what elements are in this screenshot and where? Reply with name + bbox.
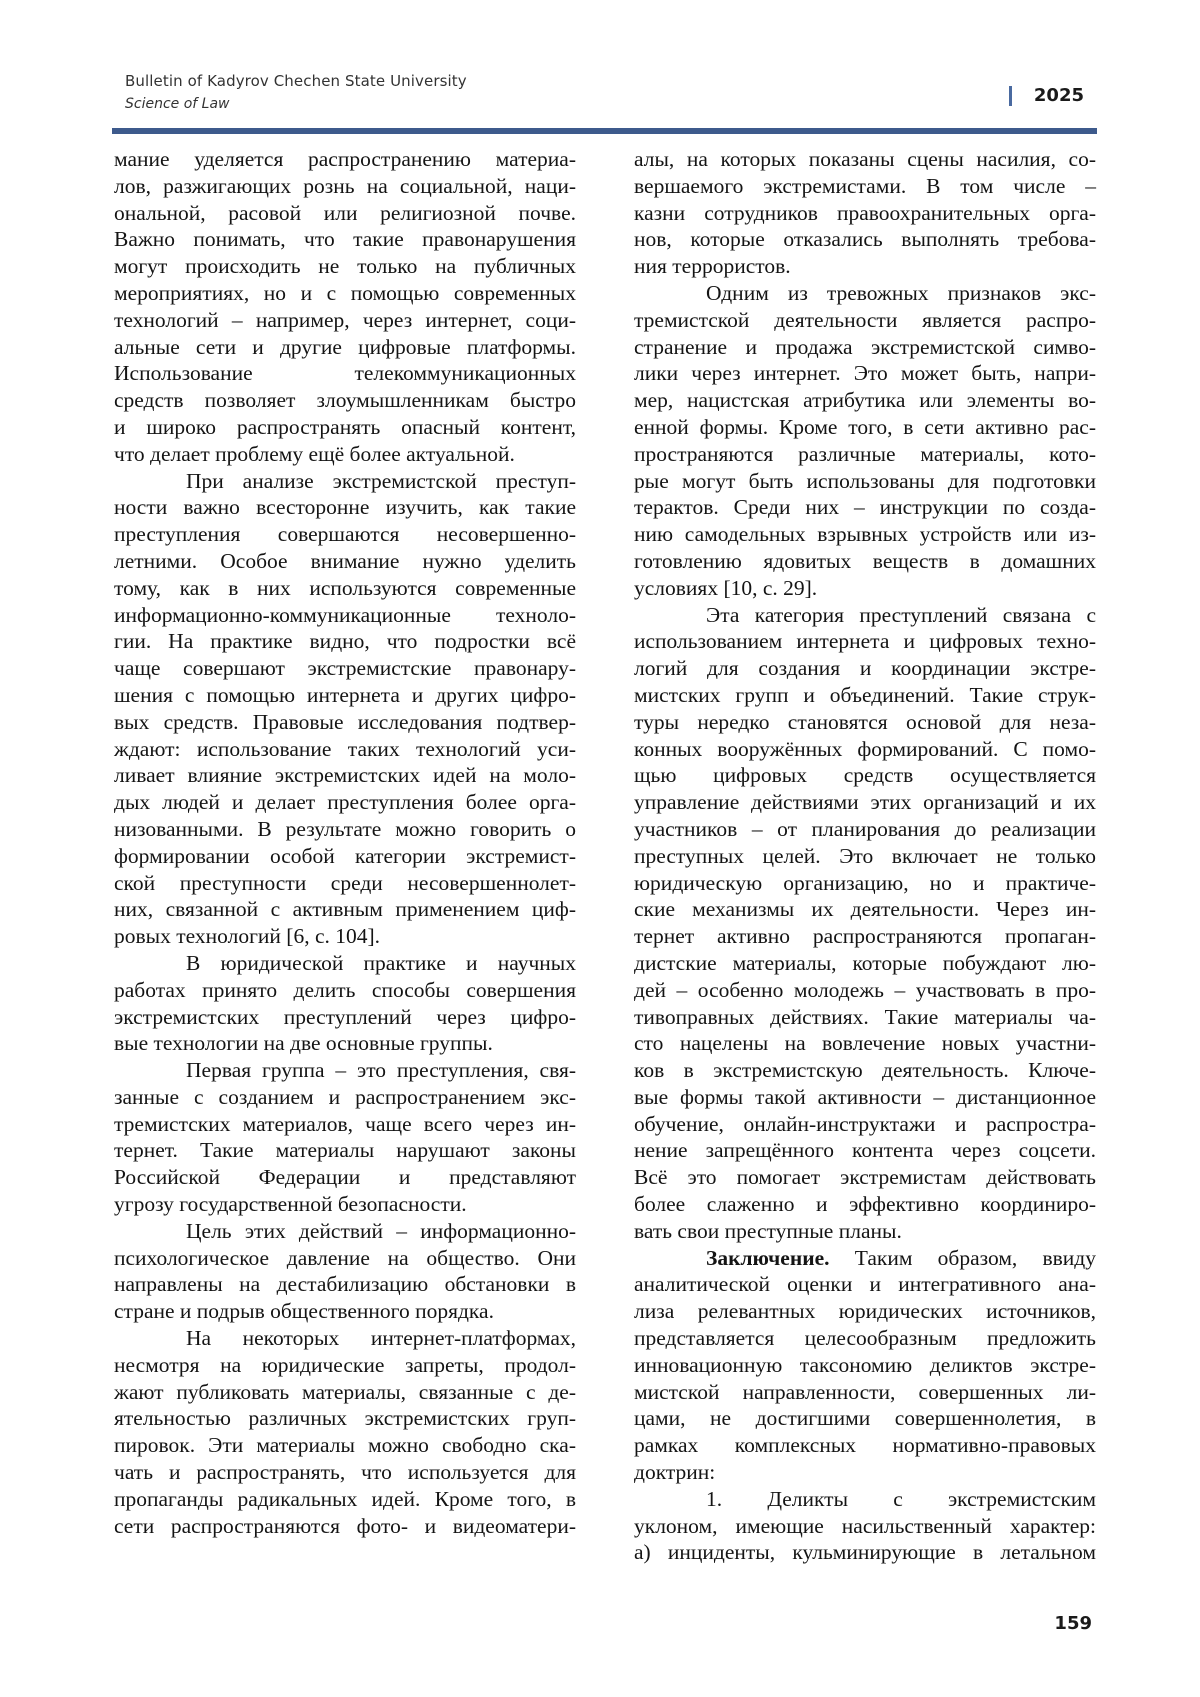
text-line: гии. На практике видно, что подростки всё bbox=[114, 628, 576, 655]
text-line: тремистских материалов, чаще всего через ин- bbox=[114, 1111, 576, 1138]
text-line: щью цифровых средств осуществляется bbox=[634, 762, 1096, 789]
text-line: тивоправных действиях. Такие материалы ча- bbox=[634, 1004, 1096, 1031]
text-line: чаще совершают экстремистские правонару- bbox=[114, 655, 576, 682]
text-line: 1. Деликты с экстремистским bbox=[634, 1486, 1096, 1513]
text-line: Использование телекоммуникационных bbox=[114, 360, 576, 387]
text-line: участников – от планирования до реализации bbox=[634, 816, 1096, 843]
conclusion-line-text: Таким образом, ввиду bbox=[830, 1246, 1096, 1270]
text-line: чать и распространять, что используется для bbox=[114, 1459, 576, 1486]
text-line: цами, не достигшими совершеннолетия, в bbox=[634, 1405, 1096, 1432]
text-line: казни сотрудников правоохранительных орга- bbox=[634, 200, 1096, 227]
text-line: низованными. В результате можно говорить о bbox=[114, 816, 576, 843]
text-line: ков в экстремистскую деятельность. Ключе- bbox=[634, 1057, 1096, 1084]
text-line: конных вооружённых формирований. С помо- bbox=[634, 736, 1096, 763]
text-line: мание уделяется распространению материа- bbox=[114, 146, 576, 173]
text-line: более слаженно и эффективно координиро- bbox=[634, 1191, 1096, 1218]
publication-year: 2025 bbox=[1034, 85, 1084, 106]
text-line: управление действиями этих организаций и их bbox=[634, 789, 1096, 816]
text-line: шения с помощью интернета и других цифро- bbox=[114, 682, 576, 709]
text-line: несмотря на юридические запреты, продол- bbox=[114, 1352, 576, 1379]
text-line: вые технологии на две основные группы. bbox=[114, 1030, 576, 1057]
year-block bbox=[1009, 85, 1084, 106]
text-line: сети распространяются фото- и видеоматери- bbox=[114, 1513, 576, 1540]
text-line: занные с созданием и распространением экс- bbox=[114, 1084, 576, 1111]
text-line: психологическое давление на общество. Они bbox=[114, 1245, 576, 1272]
text-line: ждают: использование таких технологий уси- bbox=[114, 736, 576, 763]
journal-subtitle: Science of Law bbox=[125, 96, 230, 112]
text-line: пространяются различные материалы, кото- bbox=[634, 441, 1096, 468]
journal-title: Bulletin of Kadyrov Chechen State University bbox=[125, 72, 467, 90]
conclusion-label: Заключение. bbox=[706, 1246, 830, 1270]
text-line: мистской направленности, совершенных ли- bbox=[634, 1379, 1096, 1406]
text-line: средств позволяет злоумышленникам быстро bbox=[114, 387, 576, 414]
text-line: При анализе экстремистской преступ- bbox=[114, 468, 576, 495]
text-line: ности важно всесторонне изучить, как такие bbox=[114, 494, 576, 521]
text-line: пировок. Эти материалы можно свободно ска- bbox=[114, 1432, 576, 1459]
text-line: лиза релевантных юридических источников, bbox=[634, 1298, 1096, 1325]
text-line: уклоном, имеющие насильственный характер: bbox=[634, 1513, 1096, 1540]
text-line: готовлению ядовитых веществ в домашних bbox=[634, 548, 1096, 575]
text-line: преступных целей. Это включает не только bbox=[634, 843, 1096, 870]
text-line: нов, которые отказались выполнять требова- bbox=[634, 226, 1096, 253]
text-line: Первая группа – это преступления, свя- bbox=[114, 1057, 576, 1084]
text-line: рамках комплексных нормативно-правовых bbox=[634, 1432, 1096, 1459]
text-line: летними. Особое внимание нужно уделить bbox=[114, 548, 576, 575]
text-line: обучение, онлайн-инструктажи и распростра- bbox=[634, 1111, 1096, 1138]
text-line: тремистской деятельности является распро- bbox=[634, 307, 1096, 334]
text-line: нение запрещённого контента через соцсети. bbox=[634, 1137, 1096, 1164]
text-line: дей – особенно молодежь – участвовать в про- bbox=[634, 977, 1096, 1004]
text-line: терактов. Среди них – инструкции по созда- bbox=[634, 494, 1096, 521]
text-line: формировании особой категории экстремист- bbox=[114, 843, 576, 870]
text-line: странение и продажа экстремистской симво- bbox=[634, 334, 1096, 361]
text-line: туры нередко становятся основой для неза- bbox=[634, 709, 1096, 736]
text-line: и широко распространять опасный контент, bbox=[114, 414, 576, 441]
conclusion-line bbox=[634, 1245, 1096, 1272]
text-line: В юридической практике и научных bbox=[114, 950, 576, 977]
text-line: альные сети и другие цифровые платформы. bbox=[114, 334, 576, 361]
text-line: направлены на дестабилизацию обстановки в bbox=[114, 1271, 576, 1298]
text-line: работах принято делить способы совершения bbox=[114, 977, 576, 1004]
text-line: могут происходить не только на публичных bbox=[114, 253, 576, 280]
text-line: стране и подрыв общественного порядка. bbox=[114, 1298, 576, 1325]
text-line: них, связанной с активным применением циф- bbox=[114, 896, 576, 923]
text-line: мистских групп и объединений. Такие струк- bbox=[634, 682, 1096, 709]
text-line: мероприятиях, но и с помощью современных bbox=[114, 280, 576, 307]
text-line: Российской Федерации и представляют bbox=[114, 1164, 576, 1191]
text-line: лов, разжигающих рознь на социальной, наци- bbox=[114, 173, 576, 200]
text-line: Эта категория преступлений связана с bbox=[634, 602, 1096, 629]
text-line: Всё это помогает экстремистам действовать bbox=[634, 1164, 1096, 1191]
text-line: инновационную таксономию деликтов экстре- bbox=[634, 1352, 1096, 1379]
text-line: логий для создания и координации экстре- bbox=[634, 655, 1096, 682]
text-line: ские механизмы их деятельности. Через ин- bbox=[634, 896, 1096, 923]
text-line: юридическую организацию, но и практиче- bbox=[634, 870, 1096, 897]
page-number: 159 bbox=[1054, 1613, 1092, 1634]
text-line: пропаганды радикальных идей. Кроме того, в bbox=[114, 1486, 576, 1513]
text-line: жают публиковать материалы, связанные с де- bbox=[114, 1379, 576, 1406]
running-header bbox=[125, 72, 1090, 132]
text-line: вать свои преступные планы. bbox=[634, 1218, 1096, 1245]
text-line: мер, нацистская атрибутика или элементы во- bbox=[634, 387, 1096, 414]
left-column bbox=[114, 146, 576, 1539]
text-line: представляется целесообразным предложить bbox=[634, 1325, 1096, 1352]
text-line: Одним из тревожных признаков экс- bbox=[634, 280, 1096, 307]
text-line: На некоторых интернет-платформах, bbox=[114, 1325, 576, 1352]
text-line: что делает проблему ещё более актуальной. bbox=[114, 441, 576, 468]
text-line: вые формы такой активности – дистанционное bbox=[634, 1084, 1096, 1111]
text-line: доктрин: bbox=[634, 1459, 1096, 1486]
header-rule bbox=[112, 128, 1097, 134]
text-line: вершаемого экстремистами. В том числе – bbox=[634, 173, 1096, 200]
text-line: вых средств. Правовые исследования подтвер- bbox=[114, 709, 576, 736]
text-line: ской преступности среди несовершеннолет- bbox=[114, 870, 576, 897]
text-line: преступления совершаются несовершенно- bbox=[114, 521, 576, 548]
text-line: нию самодельных взрывных устройств или из- bbox=[634, 521, 1096, 548]
right-column bbox=[634, 146, 1096, 1566]
text-line: тернет. Такие материалы нарушают законы bbox=[114, 1137, 576, 1164]
text-line: ятельностью различных экстремистских груп- bbox=[114, 1405, 576, 1432]
text-line: экстремистских преступлений через цифро- bbox=[114, 1004, 576, 1031]
text-line: ния террористов. bbox=[634, 253, 1096, 280]
text-line: дистские материалы, которые побуждают лю- bbox=[634, 950, 1096, 977]
text-line: условиях [10, с. 29]. bbox=[634, 575, 1096, 602]
text-line: ровых технологий [6, с. 104]. bbox=[114, 923, 576, 950]
text-line: аналитической оценки и интегративного ана- bbox=[634, 1271, 1096, 1298]
text-line: тернет активно распространяются пропаган- bbox=[634, 923, 1096, 950]
text-line: лики через интернет. Это может быть, напри- bbox=[634, 360, 1096, 387]
text-line: Цель этих действий – информационно- bbox=[114, 1218, 576, 1245]
text-line: ональной, расовой или религиозной почве. bbox=[114, 200, 576, 227]
text-line: алы, на которых показаны сцены насилия, со- bbox=[634, 146, 1096, 173]
text-line: тому, как в них используются современные bbox=[114, 575, 576, 602]
text-line: а) инциденты, кульминирующие в летальном bbox=[634, 1539, 1096, 1566]
text-line: енной формы. Кроме того, в сети активно рас- bbox=[634, 414, 1096, 441]
text-line: технологий – например, через интернет, соци- bbox=[114, 307, 576, 334]
text-line: Важно понимать, что такие правонарушения bbox=[114, 226, 576, 253]
text-line: сто нацелены на вовлечение новых участни- bbox=[634, 1030, 1096, 1057]
text-line: угрозу государственной безопасности. bbox=[114, 1191, 576, 1218]
text-line: ливает влияние экстремистских идей на моло- bbox=[114, 762, 576, 789]
text-line: дых людей и делает преступления более орга- bbox=[114, 789, 576, 816]
text-line: использованием интернета и цифровых техно- bbox=[634, 628, 1096, 655]
year-separator-bar bbox=[1009, 86, 1012, 106]
text-line: рые могут быть использованы для подготовки bbox=[634, 468, 1096, 495]
text-line: информационно-коммуникационные техноло- bbox=[114, 602, 576, 629]
